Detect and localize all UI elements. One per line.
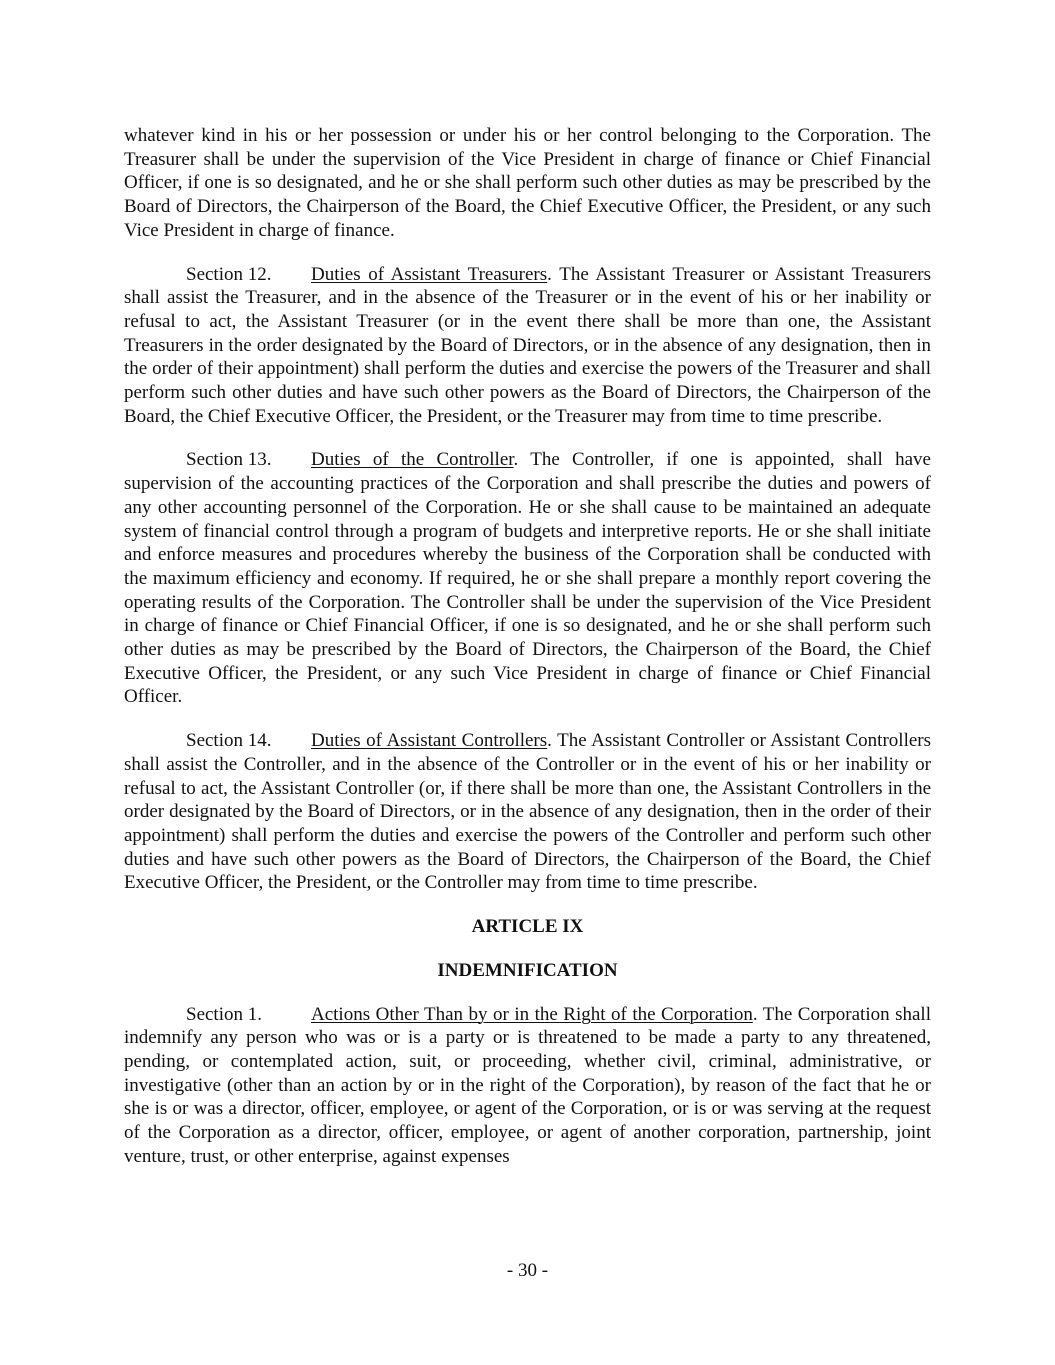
section-body: . The Assistant Controller or Assistant Controllers shall assist the Controller, and in the absence of the Controller or in the event of his or her inability or refusal to act, the Assistant Controller (or, if there shall be more than one, the Assistant Controllers in the order designated by the Board of Directors, or in the absence of any designation, then in the order of their appointment) shall perform the duties and exercise the powers of the Controller and perform such other duties and have such other powers as the Board of Directors, the Chairperson of the Board, the Chief Executive Officer, the President, or the Controller may from time to time prescribe. (124, 730, 931, 894)
section-number: Section 1. (186, 1003, 262, 1025)
article-heading: ARTICLE IX (471, 916, 584, 938)
document-page (124, 124, 931, 1188)
article-section-1-paragraph (124, 1003, 931, 1169)
continuation-paragraph: whatever kind in his or her possession or under his or her control belonging to the Corporation. The Treasurer shall be under the supervision of the Vice President in charge of finance or Chief Financial Officer, if one is so designated, and he or she shall perform such other duties as may be prescribed by the Board of Directors, the Chairperson of the Board, the Chief Executive Officer, the President, or any such Vice President in charge of finance. (124, 125, 931, 241)
article-title: INDEMNIFICATION (437, 959, 618, 981)
section-12-paragraph (124, 263, 931, 429)
section-body: . The Corporation shall indemnify any person who was or is a party or is threatened to be made a party to any threatened, pending, or contemplated action, suit, or proceeding, whether civil, criminal, administrative, or investigative (other than an action by or in the right of the Corporation), by reason of the fact that he or she is or was a director, officer, employee, or agent of the Corporation, or is or was serving at the request of the Corporation as a director, officer, employee, or agent of another corporation, partnership, joint venture, trust, or other enterprise, against expenses (124, 1003, 931, 1167)
section-number: Section 14. (186, 730, 272, 752)
page-number: - 30 - (506, 1260, 549, 1281)
section-caption: Duties of the Controller (311, 449, 514, 471)
section-caption: Duties of Assistant Controllers (311, 730, 548, 752)
section-body: . The Assistant Treasurer or Assistant Treasurers shall assist the Treasurer, and in the absence of the Treasurer or in the event of his or her inability or refusal to act, the Assistant Treasurer (or in the event there shall be more than one, the Assistant Treasurers in the order designated by the Board of Directors, or in the absence of any designation, then in the order of their appointment) shall perform the duties and exercise the powers of the Treasurer and shall perform such other duties and have such other powers as the Board of Directors, the Chairperson of the Board, the Chief Executive Officer, the President, or the Treasurer may from time to time prescribe. (124, 263, 931, 427)
section-14-paragraph (124, 729, 931, 895)
section-caption: Actions Other Than by or in the Right of the Corporation (311, 1003, 753, 1025)
section-number: Section 12. (186, 263, 272, 285)
section-body: . The Controller, if one is appointed, shall have supervision of the accounting practices of the Corporation and shall prescribe the duties and powers of any other accounting personnel of the Corporation. He or she shall cause to be maintained an adequate system of financial control through a program of budgets and interpretive reports. He or she shall initiate and enforce measures and procedures whereby the business of the Corporation shall be conducted with the maximum efficiency and economy. If required, he or she shall prepare a monthly report covering the operating results of the Corporation. The Controller shall be under the supervision of the Vice President in charge of finance or Chief Financial Officer, if one is so designated, and he or she shall perform such other duties as may be prescribed by the Board of Directors, the Chairperson of the Board, the Chief Executive Officer, the President, or any such Vice President in charge of finance or Chief Financial Officer. (124, 449, 931, 708)
section-caption: Duties of Assistant Treasurers (311, 263, 548, 285)
section-13-paragraph (124, 448, 931, 709)
section-number: Section 13. (186, 449, 272, 471)
